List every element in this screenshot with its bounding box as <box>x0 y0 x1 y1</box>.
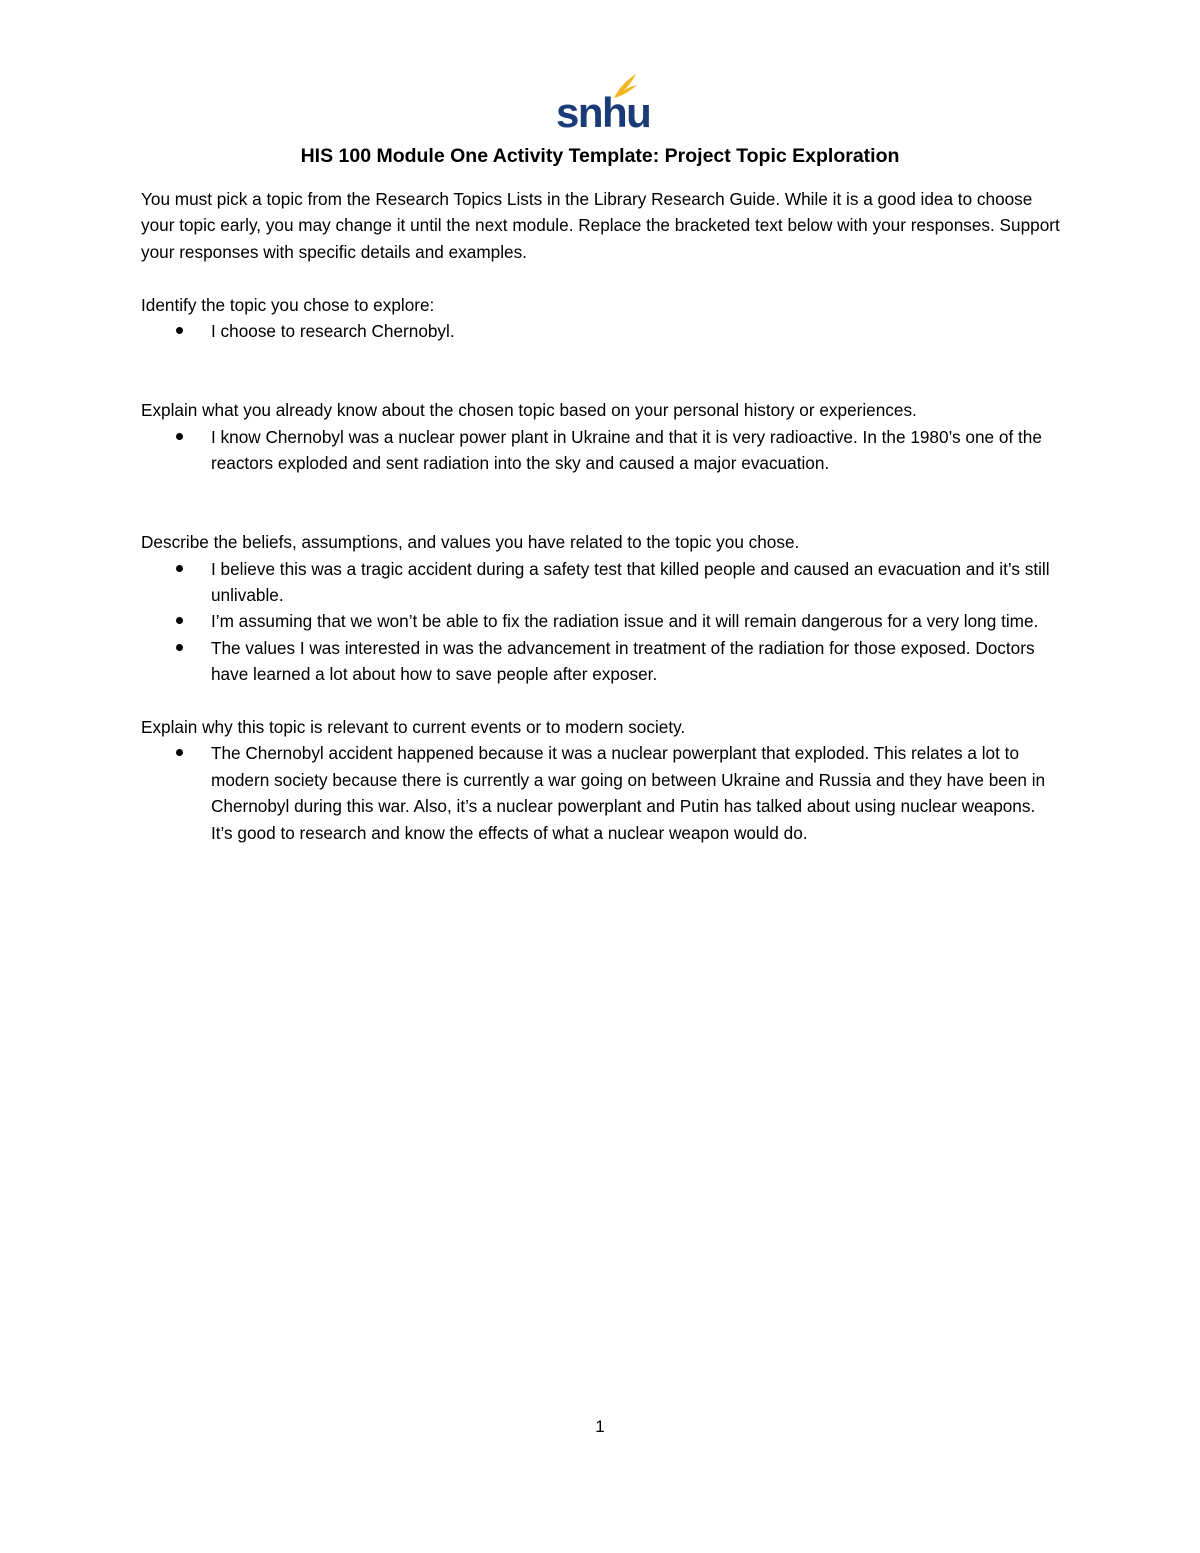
spacer <box>141 476 1061 529</box>
bullet-list <box>141 424 1061 477</box>
section-prompt: Explain why this topic is relevant to current events or to modern society. <box>141 717 686 738</box>
page-number: 1 <box>595 1417 605 1436</box>
bullet-item: I’m assuming that we won’t be able to fix the radiation issue and it will remain dangerous for a very long time. <box>141 608 1061 634</box>
bullet-item: I choose to research Chernobyl. <box>141 318 1061 344</box>
bullet-item: The values I was interested in was the advancement in treatment of the radiation for those exposed. Doctors have learned a lot about how to save people after exposer. <box>141 635 1061 688</box>
bullet-list <box>141 318 1061 344</box>
bullet-item: The Chernobyl accident happened because it was a nuclear powerplant that exploded. This relates a lot to modern society because there is currently a war going on between Ukraine and Russia and they have been in Chernobyl during this war. Also, it’s a nuclear powerplant and Putin has talked about using nuclear weapons. It’s good to research and know the effects of what a nuclear weapon would do. <box>141 740 1061 846</box>
document-body <box>141 186 1061 846</box>
logo-text: snhu <box>556 89 651 136</box>
snhu-logo <box>556 72 651 136</box>
intro-paragraph: You must pick a topic from the Research Topics Lists in the Library Research Guide. While it is a good idea to choose your topic early, you may change it until the next module. Replace the bracketed text below with your responses. Support your responses with specific details and examples. <box>141 189 1060 262</box>
document-title: HIS 100 Module One Activity Template: Project Topic Exploration <box>300 145 900 167</box>
bullet-item: I believe this was a tragic accident during a safety test that killed people and caused an evacuation and it’s still unlivable. <box>141 556 1061 609</box>
bullet-item: I know Chernobyl was a nuclear power plant in Ukraine and that it is very radioactive. In the 1980’s one of the reactors exploded and sent radiation into the sky and caused a major evacuation. <box>141 424 1061 477</box>
bullet-list <box>141 556 1061 688</box>
spacer <box>141 344 1061 397</box>
section-prompt: Describe the beliefs, assumptions, and values you have related to the topic you chose. <box>141 532 800 553</box>
spacer <box>141 688 1061 714</box>
section-prompt: Identify the topic you chose to explore: <box>141 294 435 315</box>
section-prompt: Explain what you already know about the chosen topic based on your personal history or experiences. <box>141 400 917 421</box>
bullet-list <box>141 740 1061 846</box>
